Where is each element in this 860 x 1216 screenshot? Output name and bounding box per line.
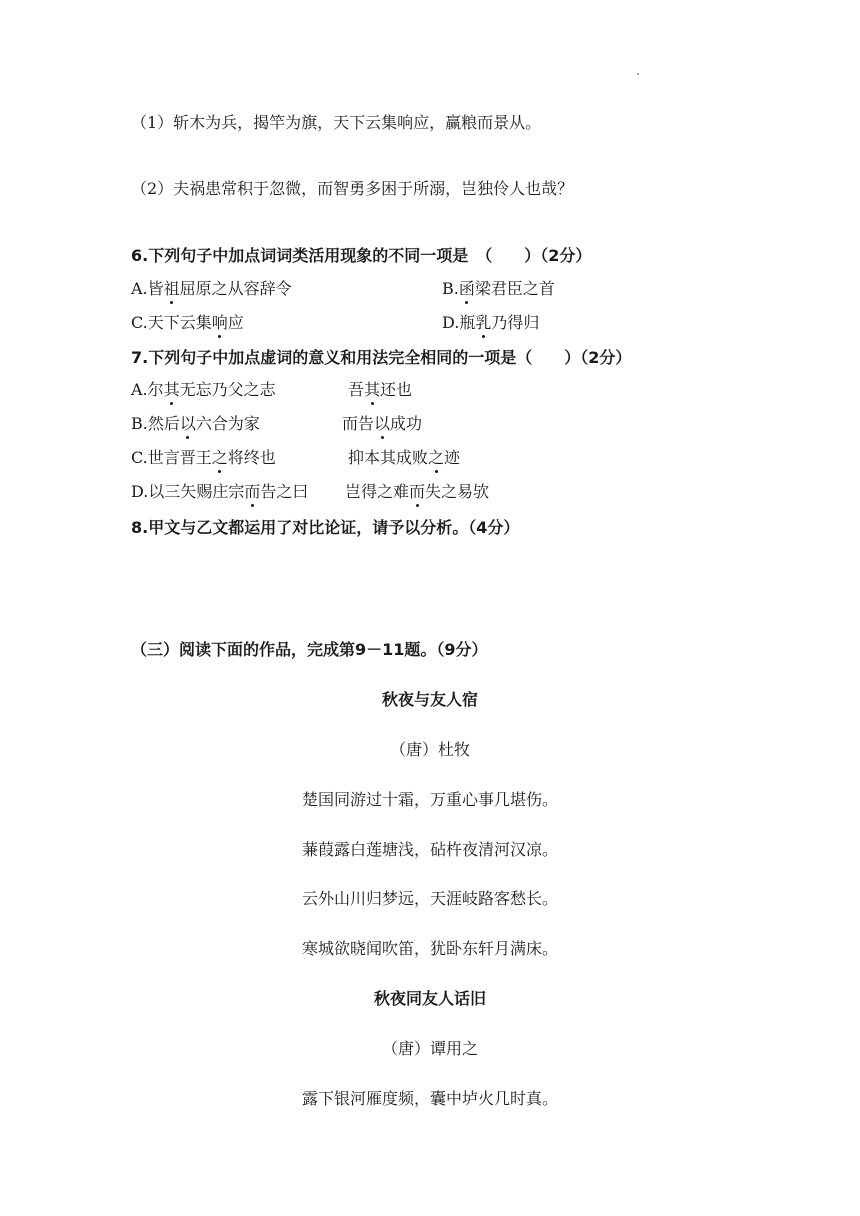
emphasis-dot-char: 而 <box>244 482 261 501</box>
emphasis-dot-char: 乳 <box>475 313 492 332</box>
emphasis-dot-char: 祖 <box>163 279 180 298</box>
emphasis-dot-char: 响 <box>211 313 228 332</box>
emphasis-dot-char: 以 <box>179 414 196 433</box>
poem-1-line: 楚国同游过十霜，万重心事几堪伤。 <box>301 790 558 809</box>
q7-option-a-left: A.尔其无忘乃父之志 <box>131 380 276 399</box>
q7-option-a-right: 吾其还也 <box>348 380 413 399</box>
question-8-stem: 8.甲文与乙文都运用了对比论证，请予以分析。（4分） <box>131 518 520 537</box>
emphasis-dot-char: 之 <box>211 448 228 467</box>
poem-1-line: 云外山川归梦远，天涯岐路客愁长。 <box>301 889 558 908</box>
poem-2-title: 秋夜同友人话旧 <box>373 989 486 1008</box>
scan-speck <box>637 73 639 75</box>
poem-1-title: 秋夜与友人宿 <box>381 690 478 709</box>
q7-option-b-left: B.然后以六合为家 <box>131 414 260 433</box>
emphasis-dot-char: 之 <box>428 448 445 467</box>
q7-option-d-left: D.以三矢赐庄宗而告之曰 <box>131 482 309 501</box>
emphasis-dot-char: 以 <box>374 414 391 433</box>
poem-2-author: （唐）谭用之 <box>381 1039 478 1058</box>
poem-1-line: 寒城欲晓闻吹笛，犹卧东轩月满床。 <box>301 939 558 958</box>
emphasis-dot-char: 而 <box>409 482 426 501</box>
q7-option-b-right: 而告以成功 <box>342 414 423 433</box>
question-7-stem: 7.下列句子中加点虚词的意义和用法完全相同的一项是（ ）（2分） <box>131 348 632 367</box>
q7-option-c-right: 抑本其成败之迹 <box>348 448 461 467</box>
question-6-stem: 6.下列句子中加点词词类活用现象的不同一项是 （ ）（2分） <box>131 246 592 265</box>
translate-item-1: （1）斩木为兵，揭竿为旗，天下云集响应，赢粮而景从。 <box>131 113 542 132</box>
emphasis-dot-char: 其 <box>163 380 180 399</box>
q6-option-b: B.函梁君臣之首 <box>442 279 555 298</box>
q7-option-d-right: 岂得之难而失之易欤 <box>345 482 490 501</box>
emphasis-dot-char: 其 <box>364 380 381 399</box>
section-3-heading: （三）阅读下面的作品，完成第9－11题。（9分） <box>131 640 488 659</box>
poem-2-line: 露下银河雁度频，囊中垆火几时真。 <box>301 1089 558 1108</box>
poem-1-line: 蒹葭露白莲塘浅，砧杵夜清河汉凉。 <box>301 840 558 859</box>
q6-option-c: C.天下云集响应 <box>131 313 244 332</box>
q6-option-d: D.瓶乳乃得归 <box>442 313 540 332</box>
q6-option-a: A.皆祖屈原之从容辞令 <box>131 279 292 298</box>
poem-1-author: （唐）杜牧 <box>389 740 470 759</box>
emphasis-dot-char: 函 <box>458 279 475 298</box>
q7-option-c-left: C.世言晋王之将终也 <box>131 448 276 467</box>
translate-item-2: （2）夫祸患常积于忽微，而智勇多困于所溺，岂独伶人也哉？ <box>131 179 574 198</box>
